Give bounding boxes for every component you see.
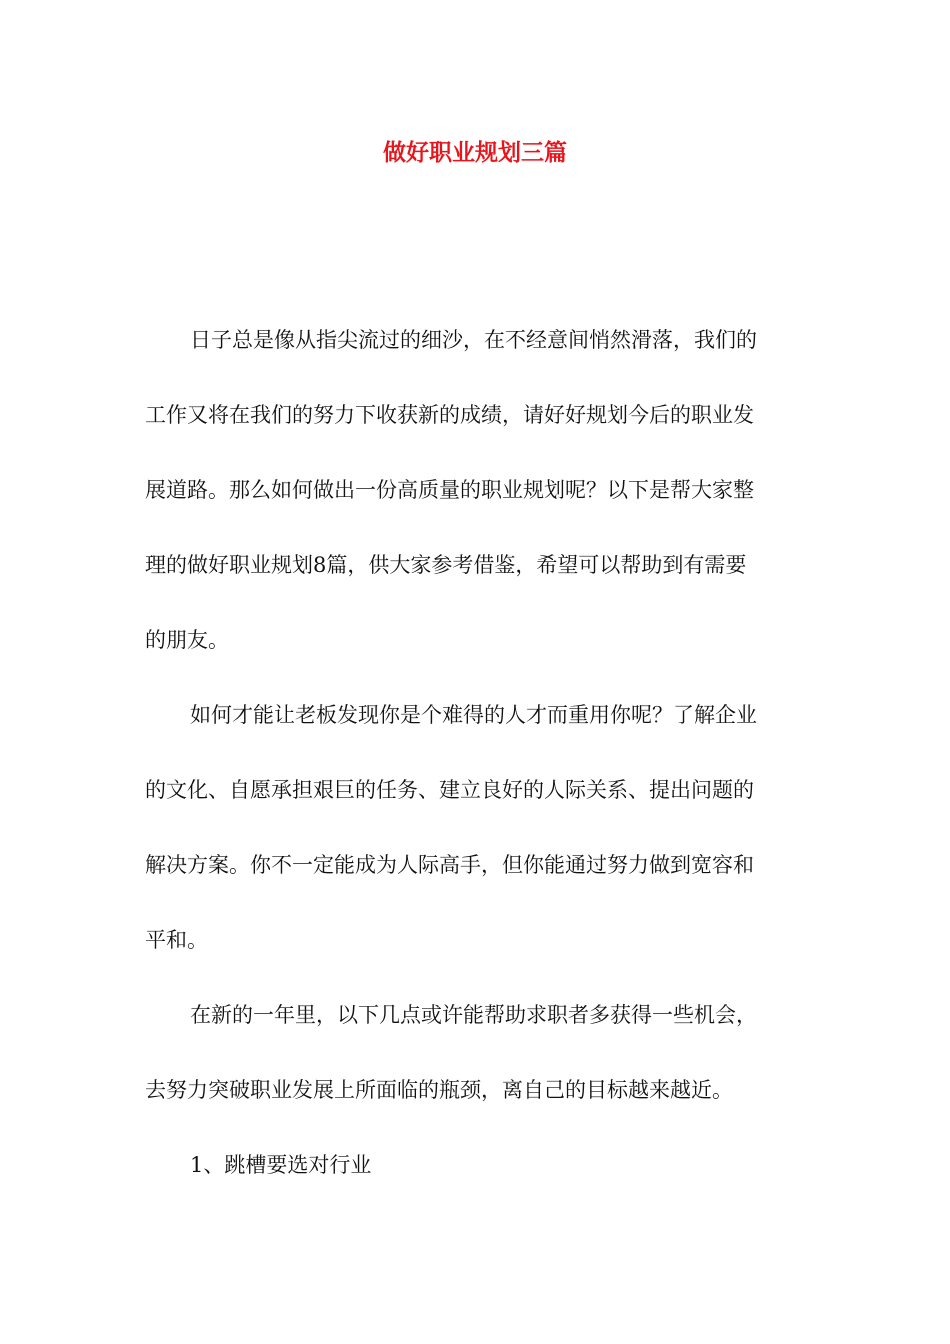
paragraph-1-line-5: 的朋友。 <box>145 628 229 652</box>
section-heading-1: 1、跳槽要选对行业 <box>190 1153 372 1177</box>
paragraph-2-line-3: 解决方案。你不一定能成为人际高手，但你能通过努力做到宽容和 <box>145 853 754 877</box>
section-heading-block <box>145 1140 805 1190</box>
paragraph-2-line-1: 如何才能让老板发现你是个难得的人才而重用你呢？了解企业 <box>190 703 757 727</box>
paragraph-2-line-4: 平和。 <box>145 928 208 952</box>
paragraph-1-line-1: 日子总是像从指尖流过的细沙，在不经意间悄然滑落，我们的 <box>190 328 757 352</box>
paragraph-1-line-4: 理的做好职业规划8篇，供大家参考借鉴，希望可以帮助到有需要 <box>145 553 747 577</box>
paragraph-3-line-1: 在新的一年里，以下几点或许能帮助求职者多获得一些机会， <box>190 1003 757 1027</box>
paragraph-1-line-2: 工作又将在我们的努力下收获新的成绩，请好好规划今后的职业发 <box>145 403 754 427</box>
document-body <box>145 315 805 1135</box>
paragraph-2-line-2: 的文化、自愿承担艰巨的任务、建立良好的人际关系、提出问题的 <box>145 778 754 802</box>
paragraph-1-line-3: 展道路。那么如何做出一份高质量的职业规划呢？以下是帮大家整 <box>145 478 754 502</box>
paragraph-3-line-2: 去努力突破职业发展上所面临的瓶颈，离自己的目标越来越近。 <box>145 1078 733 1102</box>
document-title: 做好职业规划三篇 <box>383 139 567 166</box>
